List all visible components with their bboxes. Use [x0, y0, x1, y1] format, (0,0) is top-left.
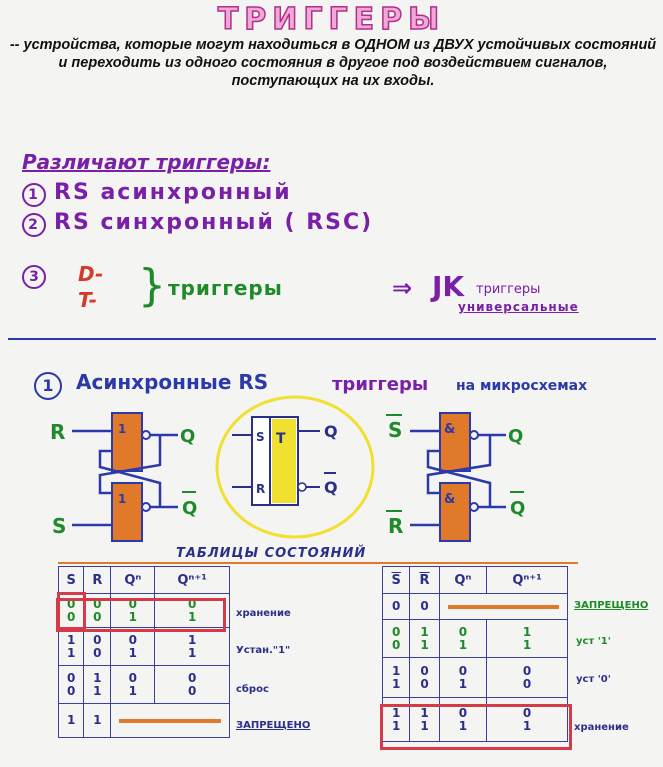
table-header-row [383, 567, 568, 594]
cell: 1 1 [410, 620, 439, 658]
gate-label: & [444, 422, 456, 437]
number-badge: 2 [22, 213, 46, 237]
header-cell: Qⁿ [439, 567, 487, 594]
type-item-2 [22, 210, 373, 237]
table-row [383, 620, 568, 658]
cell: 1 1 [383, 698, 410, 742]
table-row [383, 658, 568, 698]
inverter-bubble [470, 431, 478, 439]
sbar-input-label: S [388, 418, 403, 442]
table-row [383, 594, 568, 620]
circuit-diagrams [0, 395, 663, 555]
left-rs-circuit [50, 413, 197, 541]
page-title: ТРИГГЕРЫ [217, 2, 446, 37]
table-row [59, 666, 230, 704]
cell: 0 0 [410, 658, 439, 698]
cell: 1 [84, 704, 111, 738]
right-rs-circuit [386, 413, 525, 541]
inverter-bubble [298, 483, 306, 491]
r-pin-label: R [256, 482, 266, 496]
cell: 0 0 [84, 594, 111, 628]
number-badge: 3 [22, 265, 46, 289]
cell: 0 1 [111, 666, 155, 704]
gate-label: & [444, 492, 456, 507]
cell: 0 1 [439, 698, 487, 742]
table-row [59, 628, 230, 666]
q-output-label: Q [508, 426, 524, 447]
inverter-bubble [470, 503, 478, 511]
gate-label: 1 [118, 422, 127, 436]
forbidden-cell [111, 704, 230, 738]
header-cell: Qⁿ⁺¹ [487, 567, 568, 594]
divider [8, 338, 656, 340]
cell: 0 0 [155, 666, 230, 704]
storage-highlight [380, 704, 572, 750]
header-cell: $\overline{R}$ [410, 567, 439, 594]
cell: 0 0 [59, 594, 84, 628]
storage-highlight [56, 598, 226, 632]
row-label: хранение [574, 722, 629, 733]
cell: 0 1 [487, 698, 568, 742]
cell: 1 1 [84, 666, 111, 704]
cell: 0 1 [155, 594, 230, 628]
cell: 0 0 [383, 620, 410, 658]
distinguish-heading: Различают триггеры: [22, 150, 271, 174]
cell: 1 1 [410, 698, 439, 742]
cell: 0 0 [487, 658, 568, 698]
row-label: ЗАПРЕЩЕНО [574, 600, 649, 611]
inverter-bubble [142, 503, 150, 511]
arrow-symbol: ⇒ [392, 274, 413, 302]
type-item-1 [22, 180, 292, 207]
tables-title: ТАБЛИЦЫ СОСТОЯНИЙ [176, 546, 367, 561]
inverter-bubble [142, 431, 150, 439]
forbidden-cell [439, 594, 567, 620]
cell: 0 1 [111, 628, 155, 666]
universal-word: универсальные [458, 300, 579, 314]
header-cell: Qⁿ [111, 567, 155, 594]
qbar-output-label: Q [324, 478, 338, 497]
definition-text: -- устройства, которые могут находиться в ОДНОМ из ДВУХ устойчивых состояний и переходить из одного состояния в другое под воздействием сигналов, поступающих на их входы. [9, 37, 657, 89]
table-row [59, 704, 230, 738]
cell: 0 1 [439, 620, 487, 658]
row-label: хранение [236, 608, 291, 619]
section-title-part1: Асинхронные RS [76, 370, 269, 394]
type-label: RS асинхронный [54, 180, 292, 205]
cell: 0 1 [111, 594, 155, 628]
rbar-input-label: R [388, 514, 404, 538]
cell: 1 1 [487, 620, 568, 658]
cell: 1 [59, 704, 84, 738]
r-input-label: R [50, 420, 66, 444]
jk-label: JK [432, 270, 465, 303]
header-cell: R [84, 567, 111, 594]
cell: 0 [383, 594, 410, 620]
left-state-table [58, 566, 230, 738]
row-label: уст '0' [576, 674, 611, 685]
section-title-part2: триггеры [332, 374, 429, 395]
d-trigger-label: D- [78, 262, 104, 286]
number-badge: 1 [34, 372, 62, 400]
cell: 1 1 [59, 628, 84, 666]
header-cell: Qⁿ⁺¹ [155, 567, 230, 594]
q-output-label: Q [324, 422, 338, 441]
table-header-row [59, 567, 230, 594]
center-rs-symbol [217, 397, 373, 537]
section-title-part3: на микросхемах [456, 378, 588, 394]
triggers-word: триггеры [168, 276, 283, 300]
qbar-output-label: Q [510, 498, 526, 519]
type-item-3 [22, 264, 54, 289]
row-label: уст '1' [576, 636, 611, 647]
nor-gate-bottom [112, 483, 142, 541]
nor-gate-top [112, 413, 142, 471]
cell: 0 0 [84, 628, 111, 666]
s-pin-label: S [256, 430, 265, 444]
header-cell: S [59, 567, 84, 594]
s-input-label: S [52, 514, 67, 538]
type-label: RS синхронный ( RSC) [54, 210, 374, 235]
t-trigger-label: T- [78, 288, 98, 312]
tables-title-underline [58, 562, 578, 564]
t-label: T [276, 431, 286, 447]
q-output-label: Q [180, 426, 196, 447]
header-cell: $\overline{S}$ [383, 567, 410, 594]
jk-triggers-word: триггеры [476, 282, 541, 297]
row-label: ЗАПРЕЩЕНО [236, 720, 311, 731]
row-label: сброс [236, 684, 269, 695]
cell: 1 1 [155, 628, 230, 666]
number-badge: 1 [22, 183, 46, 207]
cell: 0 1 [439, 658, 487, 698]
cell: 0 [410, 594, 439, 620]
cell: 1 1 [383, 658, 410, 698]
cell: 0 0 [59, 666, 84, 704]
row-label: Устан."1" [236, 645, 291, 656]
brace-symbol: } [138, 260, 166, 311]
qbar-output-label: Q [182, 498, 198, 519]
gate-label: 1 [118, 492, 127, 506]
